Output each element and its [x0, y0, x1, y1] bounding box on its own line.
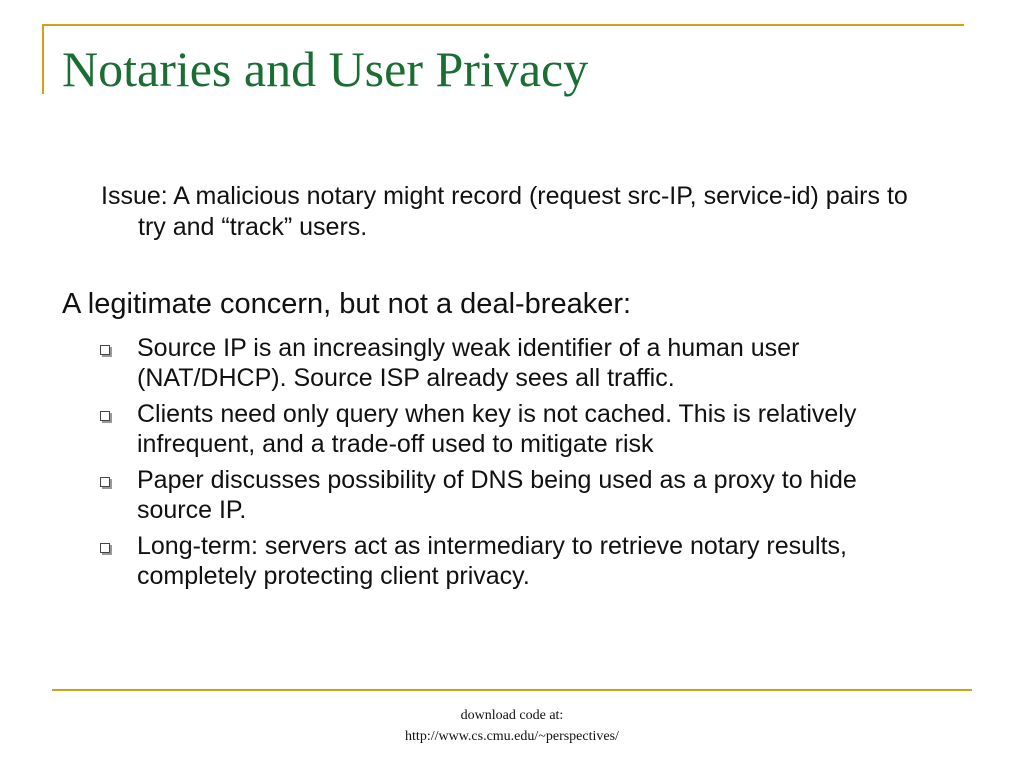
footer-rule — [52, 689, 972, 691]
bullet-text: Source IP is an increasingly weak identifier of a human user (NAT/DHCP). Source ISP already sees all traffic. — [137, 334, 800, 392]
bullet-item — [100, 531, 920, 591]
bullet-item — [100, 399, 920, 459]
bullet-text: Clients need only query when key is not cached. This is relatively infrequent, and a trade-off used to mitigate risk — [137, 400, 857, 458]
footer — [0, 705, 1024, 747]
bullet-item — [100, 333, 920, 393]
frame-top-rule — [42, 24, 964, 26]
footer-url[interactable]: http://www.cs.cmu.edu/~perspectives/ — [405, 729, 619, 744]
concern-heading: A legitimate concern, but not a deal-breaker: — [62, 288, 632, 320]
issue-paragraph: Issue: A malicious notary might record (request src-IP, service-id) pairs to try and “track” users. — [101, 182, 908, 241]
square-bullet-icon — [100, 477, 110, 487]
footer-download-label: download code at: — [460, 708, 564, 723]
bullet-text: Long-term: servers act as intermediary to retrieve notary results, completely protecting client privacy. — [137, 532, 847, 590]
bullet-item — [100, 465, 920, 525]
frame-left-rule — [42, 24, 44, 94]
slide-title: Notaries and User Privacy — [62, 41, 589, 97]
square-bullet-icon — [100, 543, 110, 553]
bullet-text: Paper discusses possibility of DNS being used as a proxy to hide source IP. — [137, 466, 857, 524]
square-bullet-icon — [100, 345, 110, 355]
square-bullet-icon — [100, 411, 110, 421]
bullet-list — [100, 333, 920, 597]
